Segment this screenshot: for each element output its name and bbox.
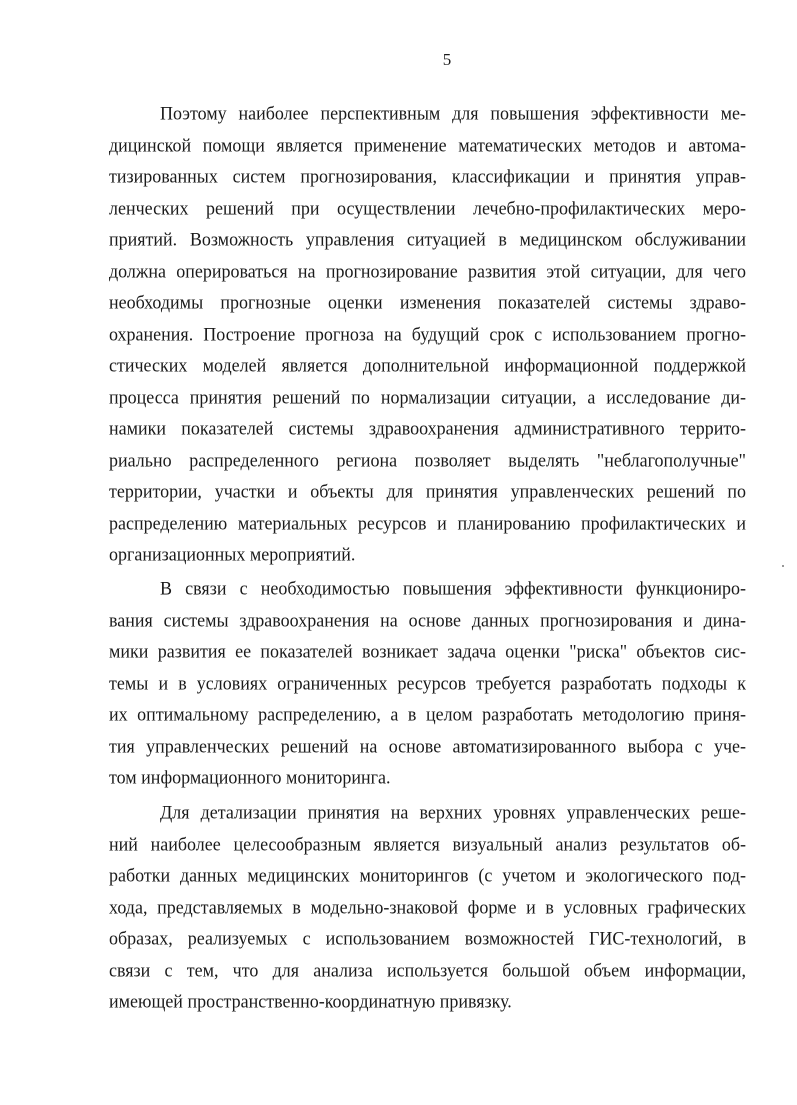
paragraph-1-line: приятий. Возможность управления ситуацией в медицинском обслуживании <box>109 228 746 250</box>
paragraph-1-line: Поэтому наиболее перспективным для повышения эффективности ме- <box>160 102 746 124</box>
paragraph-2-line: В связи с необходимостью повышения эффективности функциониро- <box>160 577 746 599</box>
paragraph-1-line: стических моделей является дополнительной информационной поддержкой <box>109 354 746 376</box>
page-number: 5 <box>442 50 452 69</box>
paragraph-2-line: темы и в условиях ограниченных ресурсов требуется разработать подходы к <box>109 672 746 693</box>
paragraph-1-line: процесса принятия решений по нормализации ситуации, а исследование ди- <box>109 386 746 407</box>
paragraph-1-line: организационных мероприятий. <box>109 543 356 565</box>
paragraph-3-line: работки данных медицинских мониторингов (с учетом и экологического под- <box>109 864 746 886</box>
paragraph-1-line: должна оперироваться на прогнозирование развития этой ситуации, для чего <box>109 260 746 281</box>
paragraph-2-line: их оптимальному распределению, а в целом разработать методологию приня- <box>109 703 746 725</box>
paragraph-1-line: тизированных систем прогнозирования, классификации и принятия управ- <box>109 165 746 187</box>
paragraph-1-line: территории, участки и объекты для принятия управленческих решений по <box>109 480 746 502</box>
paragraph-1-line: дицинской помощи является применение математических методов и автома- <box>109 134 746 155</box>
paragraph-3-line: ний наиболее целесообразным является визуальный анализ результатов об- <box>109 833 746 854</box>
paragraph-1-line: намики показателей системы здравоохранения административного террито- <box>109 417 746 439</box>
paragraph-2-line: том информационного мониторинга. <box>109 766 391 788</box>
paragraph-2-line: вания системы здравоохранения на основе данных прогнозирования и дина- <box>109 609 746 630</box>
paragraph-1-line: распределению материальных ресурсов и планированию профилактических и <box>109 512 746 533</box>
paragraph-3-line: связи с тем, что для анализа используется большой объем информации, <box>109 959 746 980</box>
paragraph-3-line: Для детализации принятия на верхних уровнях управленческих реше- <box>160 801 746 823</box>
paragraph-1-line: необходимы прогнозные оценки изменения показателей системы здраво- <box>109 291 746 313</box>
paragraph-1-line: охранения. Построение прогноза на будущий срок с использованием прогно- <box>109 323 746 344</box>
paragraph-2-line: мики развития ее показателей возникает задача оценки "риска" объектов сис- <box>109 640 746 662</box>
paragraph-2-line: тия управленческих решений на основе автоматизированного выбора с уче- <box>109 735 746 756</box>
paragraph-1-line: ленческих решений при осуществлении лечебно-профилактических меро- <box>109 197 746 218</box>
scan-speck <box>782 565 784 567</box>
paragraph-3-line: хода, представляемых в модельно-знаковой форме и в условных графических <box>109 896 746 917</box>
paragraph-3-line: имеющей пространственно-координатную привязку. <box>109 990 512 1012</box>
paragraph-3-line: образах, реализуемых с использованием возможностей ГИС-технологий, в <box>109 927 746 949</box>
paragraph-1-line: риально распределенного региона позволяет выделять "неблагополучные" <box>109 449 746 470</box>
